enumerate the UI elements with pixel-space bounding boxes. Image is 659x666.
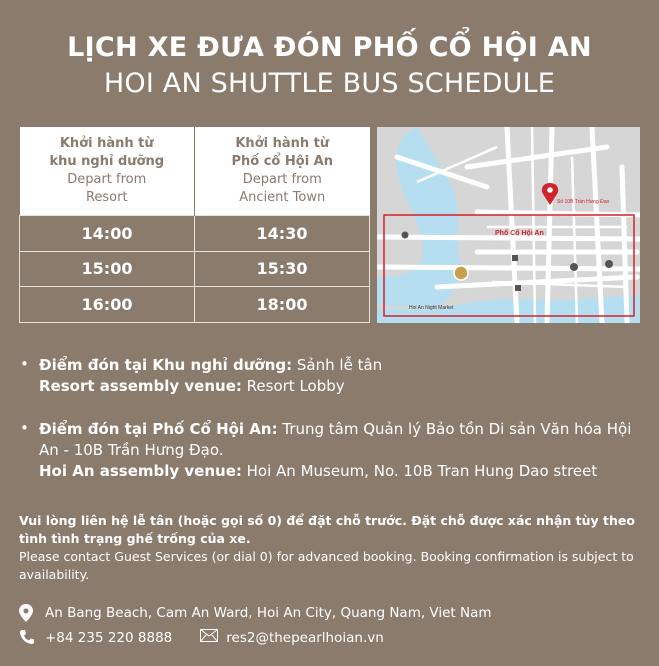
- table-row: [20, 287, 370, 323]
- phone-icon: [19, 629, 39, 647]
- notes-section: [20, 355, 640, 504]
- map-graphic: [377, 127, 640, 323]
- map-area-label: Phố Cổ Hội An: [495, 230, 544, 237]
- map-market-label: Hoi An Night Market: [409, 305, 454, 311]
- header-resort-vn-1: Khởi hành từ: [59, 136, 154, 151]
- time-cell: 14:00: [20, 216, 195, 252]
- note-town-vn-value: Trung tâm Quản lý Bảo tồn Di sản Văn hóa Hội An - 10B Trần Hưng Đạo.: [39, 420, 632, 459]
- time-cell: 14:30: [195, 216, 370, 252]
- table-row: [20, 251, 370, 287]
- address-text: An Bang Beach, Cam An Ward, Hoi An City, Quang Nam, Viet Nam: [45, 605, 492, 621]
- envelope-icon: [200, 629, 220, 647]
- note-resort-vn-label: Điểm đón tại Khu nghỉ dưỡng:: [39, 356, 293, 374]
- note-town-en-label: Hoi An assembly venue:: [39, 462, 242, 480]
- header-town-vn-2: Phố cổ Hội An: [231, 154, 333, 169]
- email-link[interactable]: res2@thepearlhoian.vn: [226, 630, 384, 646]
- note-resort: [20, 355, 640, 397]
- bullet-dot-icon: •: [20, 419, 29, 437]
- address-row: [19, 604, 492, 622]
- booking-note-vn: Vui lòng liên hệ lễ tân (hoặc gọi số 0) để đặt chỗ trước. Đặt chỗ được xác nhận tùy theo tình tình trạng ghế trống của xe.: [19, 513, 635, 546]
- note-resort-vn-value: Sảnh lễ tân: [292, 356, 383, 374]
- header-town-en-1: Depart from: [242, 172, 322, 187]
- note-ancient-town: [20, 419, 640, 482]
- booking-note: [19, 512, 644, 584]
- note-town-en-value: Hoi An Museum, No. 10B Tran Hung Dao street: [241, 462, 598, 480]
- note-resort-en-value: Resort Lobby: [241, 377, 345, 395]
- location-pin-icon: [19, 604, 39, 622]
- time-cell: 16:00: [20, 287, 195, 323]
- map-pin-label: Số 10B Trần Hưng Đạo: [557, 199, 610, 205]
- time-cell: 15:00: [20, 251, 195, 287]
- schedule-table: [19, 127, 370, 323]
- note-town-vn-label: Điểm đón tại Phố Cổ Hội An:: [39, 420, 278, 438]
- location-map: [377, 127, 640, 323]
- header-resort-en-1: Depart from: [67, 172, 147, 187]
- time-cell: 18:00: [195, 287, 370, 323]
- phone-link[interactable]: +84 235 220 8888: [45, 630, 173, 646]
- header-town-en-2: Ancient Town: [239, 190, 326, 205]
- header-depart-resort: [20, 127, 195, 216]
- table-row: [20, 216, 370, 252]
- booking-note-en: Please contact Guest Services (or dial 0) for advanced booking. Booking confirmation is subject to availability.: [19, 549, 634, 582]
- header-resort-en-2: Resort: [85, 190, 128, 205]
- time-cell: 15:30: [195, 251, 370, 287]
- title-english: HOI AN SHUTTLE BUS SCHEDULE: [103, 68, 556, 99]
- contact-row: [19, 629, 384, 647]
- title-vietnamese: LỊCH XE ĐƯA ĐÓN PHỐ CỔ HỘI AN: [67, 32, 592, 63]
- bullet-dot-icon: •: [20, 355, 29, 373]
- header-depart-ancient-town: [195, 127, 370, 216]
- header-resort-vn-2: khu nghỉ dưỡng: [49, 154, 165, 169]
- note-resort-en-label: Resort assembly venue:: [39, 377, 242, 395]
- header-town-vn-1: Khởi hành từ: [235, 136, 330, 151]
